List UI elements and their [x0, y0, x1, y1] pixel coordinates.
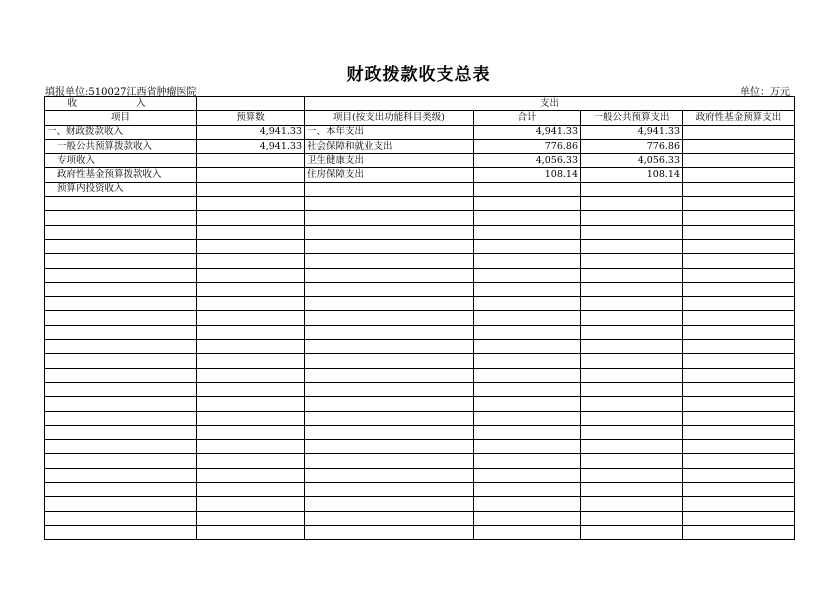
expense-general-cell: [581, 411, 683, 425]
income-budget-cell: [197, 297, 305, 311]
expense-item-cell: [305, 397, 474, 411]
income-budget-cell: [197, 282, 305, 296]
expense-item-cell: [305, 483, 474, 497]
expense-total-cell: [474, 211, 581, 225]
expense-general-cell: 4,941.33: [581, 125, 683, 139]
expense-item-cell: 社会保障和就业支出: [305, 139, 474, 153]
expense-total-cell: 4,941.33: [474, 125, 581, 139]
expense-general-cell: [581, 468, 683, 482]
expense-general-cell: 108.14: [581, 168, 683, 182]
table-row: [45, 497, 795, 511]
income-item-cell: [45, 282, 197, 296]
expense-total-cell: 108.14: [474, 168, 581, 182]
income-item-cell: [45, 239, 197, 253]
expense-item-cell: [305, 468, 474, 482]
expense-total-cell: [474, 197, 581, 211]
income-budget-cell: [197, 340, 305, 354]
expense-item-cell: [305, 382, 474, 396]
expense-item-cell: [305, 311, 474, 325]
expense-fund-cell: [683, 497, 795, 511]
table-row: [45, 182, 795, 196]
expense-total-cell: [474, 411, 581, 425]
table-row: [45, 211, 795, 225]
table-row: [45, 368, 795, 382]
expense-fund-cell: [683, 239, 795, 253]
expense-fund-cell: [683, 411, 795, 425]
table-row: [45, 154, 795, 168]
header-income: 收 入: [45, 97, 197, 111]
expense-item-cell: [305, 225, 474, 239]
table-row: [45, 254, 795, 268]
income-item-cell: [45, 525, 197, 539]
table-row: [45, 268, 795, 282]
table-row: [45, 297, 795, 311]
expense-total-cell: [474, 182, 581, 196]
expense-total-cell: [474, 368, 581, 382]
income-item-cell: 政府性基金预算拨款收入: [45, 168, 197, 182]
income-budget-cell: [197, 168, 305, 182]
income-item-cell: [45, 397, 197, 411]
expense-total-cell: [474, 282, 581, 296]
income-budget-cell: [197, 225, 305, 239]
income-item-cell: [45, 268, 197, 282]
expense-fund-cell: [683, 368, 795, 382]
expense-general-cell: [581, 311, 683, 325]
expense-fund-cell: [683, 440, 795, 454]
income-budget-cell: [197, 268, 305, 282]
expense-general-cell: [581, 182, 683, 196]
expense-fund-cell: [683, 483, 795, 497]
expense-total-cell: [474, 268, 581, 282]
header-budget: 预算数: [197, 111, 305, 125]
income-budget-cell: 4,941.33: [197, 125, 305, 139]
expense-total-cell: [474, 397, 581, 411]
income-item-cell: [45, 483, 197, 497]
expense-general-cell: [581, 368, 683, 382]
expense-general-cell: 4,056.33: [581, 154, 683, 168]
expense-fund-cell: [683, 182, 795, 196]
table-row: [45, 311, 795, 325]
expense-general-cell: [581, 340, 683, 354]
header-row-2: [45, 111, 795, 125]
expense-fund-cell: [683, 254, 795, 268]
table-row: [45, 325, 795, 339]
expense-item-cell: [305, 340, 474, 354]
expense-fund-cell: [683, 468, 795, 482]
expense-item-cell: [305, 368, 474, 382]
money-unit: 单位：万元: [740, 87, 790, 98]
table-row: [45, 382, 795, 396]
header-blank: [197, 97, 305, 111]
expense-total-cell: [474, 454, 581, 468]
expense-total-cell: [474, 382, 581, 396]
expense-fund-cell: [683, 397, 795, 411]
income-budget-cell: [197, 382, 305, 396]
income-budget-cell: [197, 239, 305, 253]
table-row: [45, 139, 795, 153]
expense-general-cell: [581, 440, 683, 454]
income-budget-cell: [197, 497, 305, 511]
expense-fund-cell: [683, 125, 795, 139]
expense-general-cell: [581, 282, 683, 296]
expense-total-cell: [474, 483, 581, 497]
expense-general-cell: [581, 268, 683, 282]
table-row: [45, 454, 795, 468]
income-item-cell: 预算内投资收入: [45, 182, 197, 196]
expense-total-cell: [474, 468, 581, 482]
income-item-cell: 一般公共预算拨款收入: [45, 139, 197, 153]
expense-fund-cell: [683, 382, 795, 396]
table-row: [45, 282, 795, 296]
expense-total-cell: [474, 225, 581, 239]
expense-fund-cell: [683, 354, 795, 368]
income-item-cell: [45, 411, 197, 425]
expense-total-cell: [474, 297, 581, 311]
expense-item-cell: [305, 254, 474, 268]
expense-item-cell: [305, 325, 474, 339]
expense-general-cell: [581, 525, 683, 539]
table-row: [45, 411, 795, 425]
income-item-cell: [45, 211, 197, 225]
income-budget-cell: [197, 154, 305, 168]
income-budget-cell: [197, 525, 305, 539]
filler-unit: 填报单位:510027江西省肿瘤医院: [45, 87, 197, 98]
expense-total-cell: [474, 425, 581, 439]
expense-total-cell: [474, 497, 581, 511]
income-budget-cell: [197, 354, 305, 368]
expense-item-cell: [305, 525, 474, 539]
expense-fund-cell: [683, 311, 795, 325]
expense-item-cell: [305, 454, 474, 468]
expense-item-cell: [305, 411, 474, 425]
income-budget-cell: [197, 440, 305, 454]
expense-total-cell: [474, 340, 581, 354]
expense-item-cell: [305, 268, 474, 282]
expense-item-cell: [305, 440, 474, 454]
income-item-cell: [45, 311, 197, 325]
table-row: [45, 239, 795, 253]
income-budget-cell: [197, 211, 305, 225]
expense-fund-cell: [683, 525, 795, 539]
expense-general-cell: [581, 397, 683, 411]
table-row: [45, 511, 795, 525]
expense-item-cell: [305, 511, 474, 525]
expense-fund-cell: [683, 425, 795, 439]
expense-general-cell: [581, 197, 683, 211]
budget-table: [44, 96, 795, 540]
income-budget-cell: [197, 182, 305, 196]
expense-fund-cell: [683, 154, 795, 168]
income-item-cell: [45, 225, 197, 239]
income-item-cell: 一、财政拨款收入: [45, 125, 197, 139]
income-budget-cell: [197, 454, 305, 468]
expense-general-cell: [581, 425, 683, 439]
income-item-cell: [45, 340, 197, 354]
expense-general-cell: 776.86: [581, 139, 683, 153]
income-budget-cell: [197, 425, 305, 439]
expense-item-cell: [305, 354, 474, 368]
expense-fund-cell: [683, 197, 795, 211]
expense-item-cell: 一、本年支出: [305, 125, 474, 139]
income-budget-cell: [197, 311, 305, 325]
income-item-cell: [45, 497, 197, 511]
income-budget-cell: [197, 397, 305, 411]
expense-general-cell: [581, 254, 683, 268]
income-budget-cell: [197, 368, 305, 382]
expense-total-cell: [474, 254, 581, 268]
expense-fund-cell: [683, 340, 795, 354]
expense-total-cell: 4,056.33: [474, 154, 581, 168]
table-row: [45, 468, 795, 482]
expense-general-cell: [581, 297, 683, 311]
expense-general-cell: [581, 382, 683, 396]
expense-total-cell: [474, 354, 581, 368]
expense-general-cell: [581, 225, 683, 239]
expense-total-cell: [474, 511, 581, 525]
expense-item-cell: [305, 497, 474, 511]
income-item-cell: [45, 440, 197, 454]
income-budget-cell: [197, 483, 305, 497]
expense-item-cell: [305, 211, 474, 225]
expense-fund-cell: [683, 325, 795, 339]
expense-general-cell: [581, 497, 683, 511]
table-row: [45, 354, 795, 368]
expense-general-cell: [581, 511, 683, 525]
expense-fund-cell: [683, 211, 795, 225]
income-budget-cell: [197, 197, 305, 211]
expense-item-cell: 卫生健康支出: [305, 154, 474, 168]
expense-total-cell: [474, 311, 581, 325]
page-title: 财政拨款收支总表: [346, 65, 491, 85]
expense-fund-cell: [683, 297, 795, 311]
expense-total-cell: [474, 239, 581, 253]
income-item-cell: 专项收入: [45, 154, 197, 168]
expense-fund-cell: [683, 511, 795, 525]
table-row: [45, 440, 795, 454]
expense-fund-cell: [683, 225, 795, 239]
expense-item-cell: [305, 182, 474, 196]
header-row-1: [45, 97, 795, 111]
income-item-cell: [45, 368, 197, 382]
income-item-cell: [45, 468, 197, 482]
income-budget-cell: [197, 511, 305, 525]
income-budget-cell: [197, 411, 305, 425]
table-row: [45, 197, 795, 211]
income-item-cell: [45, 325, 197, 339]
header-expense-item: 项目(按支出功能科目类级): [305, 111, 474, 125]
income-item-cell: [45, 511, 197, 525]
expense-total-cell: 776.86: [474, 139, 581, 153]
income-item-cell: [45, 454, 197, 468]
table-row: [45, 125, 795, 139]
income-item-cell: [45, 354, 197, 368]
expense-total-cell: [474, 440, 581, 454]
income-budget-cell: [197, 254, 305, 268]
income-budget-cell: [197, 325, 305, 339]
header-general-budget: 一般公共预算支出: [581, 111, 683, 125]
income-budget-cell: 4,941.33: [197, 139, 305, 153]
expense-general-cell: [581, 325, 683, 339]
expense-fund-cell: [683, 282, 795, 296]
table-row: [45, 425, 795, 439]
income-budget-cell: [197, 468, 305, 482]
header-expense: 支出: [305, 97, 795, 111]
expense-general-cell: [581, 239, 683, 253]
expense-item-cell: [305, 297, 474, 311]
expense-general-cell: [581, 454, 683, 468]
expense-general-cell: [581, 483, 683, 497]
income-item-cell: [45, 425, 197, 439]
table-row: [45, 225, 795, 239]
expense-fund-cell: [683, 268, 795, 282]
expense-item-cell: [305, 425, 474, 439]
header-total: 合计: [474, 111, 581, 125]
expense-fund-cell: [683, 454, 795, 468]
expense-fund-cell: [683, 168, 795, 182]
expense-item-cell: [305, 282, 474, 296]
income-item-cell: [45, 297, 197, 311]
expense-general-cell: [581, 354, 683, 368]
header-item: 项目: [45, 111, 197, 125]
expense-item-cell: 住房保障支出: [305, 168, 474, 182]
income-item-cell: [45, 254, 197, 268]
expense-item-cell: [305, 197, 474, 211]
income-item-cell: [45, 197, 197, 211]
table-row: [45, 397, 795, 411]
income-item-cell: [45, 382, 197, 396]
table-row: [45, 168, 795, 182]
table-row: [45, 483, 795, 497]
table-row: [45, 340, 795, 354]
expense-general-cell: [581, 211, 683, 225]
expense-total-cell: [474, 525, 581, 539]
expense-item-cell: [305, 239, 474, 253]
expense-fund-cell: [683, 139, 795, 153]
expense-total-cell: [474, 325, 581, 339]
table-row: [45, 525, 795, 539]
header-fund-budget: 政府性基金预算支出: [683, 111, 795, 125]
